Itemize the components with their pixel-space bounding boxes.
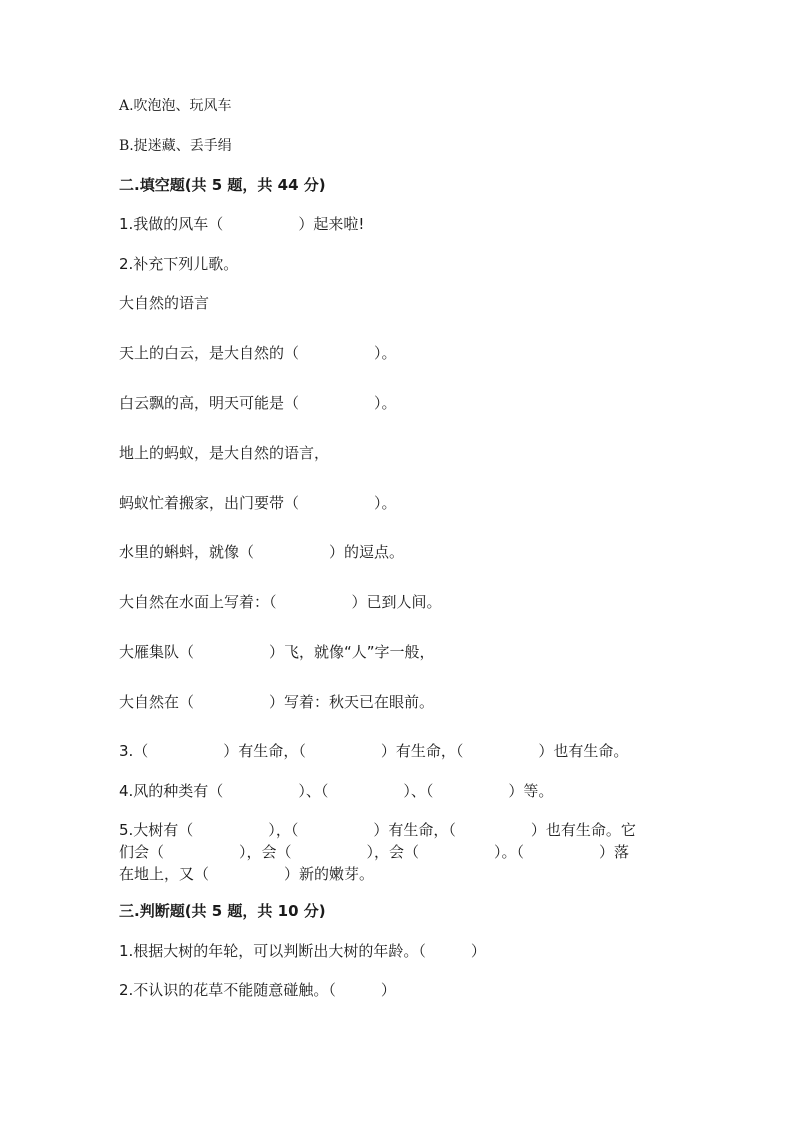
section-2-heading: 二.填空题(共 5 题，共 44 分) [119, 176, 326, 194]
question-2-2: 2.补充下列儿歌。 [119, 255, 239, 273]
section-3-heading: 三.判断题(共 5 题，共 10 分) [119, 902, 326, 920]
question-3-2: 2.不认识的花草不能随意碰触。（ ） [119, 981, 396, 999]
question-2-4: 4.风的种类有（ ）、（ ）、（ ）等。 [119, 782, 554, 800]
option-a: A.吹泡泡、玩风车 [119, 98, 232, 114]
poem-line: 白云飘的高，明天可能是（ ）。 [119, 394, 397, 412]
question-2-3: 3.（ ）有生命，（ ）有生命，（ ）也有生命。 [119, 742, 629, 760]
poem-line: 水里的蝌蚪，就像（ ）的逗点。 [119, 543, 405, 561]
question-2-5-line-3: 在地上，又（ ）新的嫩芽。 [119, 865, 375, 883]
poem-line: 地上的蚂蚁，是大自然的语言， [119, 444, 330, 462]
question-2-1: 1.我做的风车（ ）起来啦! [119, 215, 365, 233]
poem-line: 大雁集队（ ）飞，就像“人”字一般， [119, 643, 435, 661]
poem-title: 大自然的语言 [119, 294, 210, 312]
question-2-5-line-2: 们会（ ），会（ ），会（ ）。（ ）落 [119, 843, 630, 861]
question-3-1: 1.根据大树的年轮，可以判断出大树的年龄。（ ） [119, 942, 486, 960]
option-b: B.捉迷藏、丢手绢 [119, 138, 232, 154]
question-2-5-line-1: 5.大树有（ ），（ ）有生命，（ ）也有生命。它 [119, 821, 636, 839]
poem-line: 大自然在（ ）写着：秋天已在眼前。 [119, 693, 435, 711]
poem-line: 蚂蚁忙着搬家，出门要带（ ）。 [119, 494, 397, 512]
poem-line: 天上的白云，是大自然的（ ）。 [119, 344, 397, 362]
poem-line: 大自然在水面上写着：（ ）已到人间。 [119, 593, 442, 611]
